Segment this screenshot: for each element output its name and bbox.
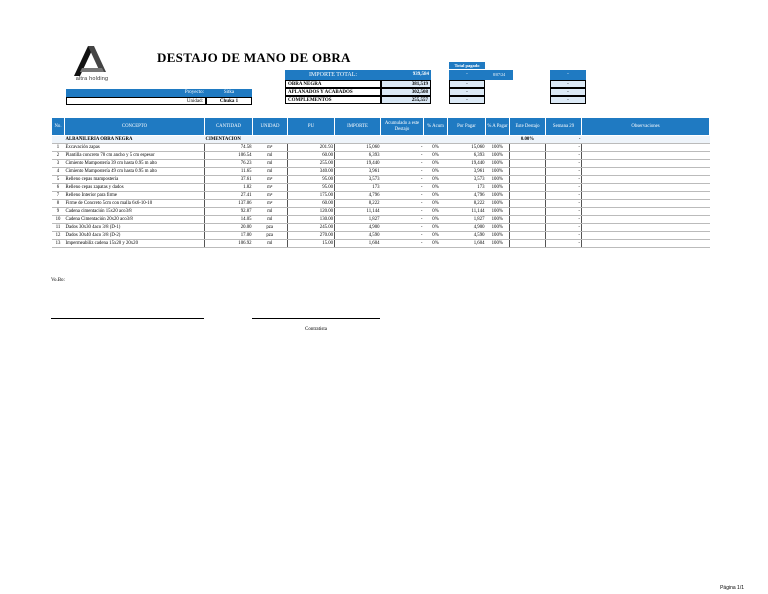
cell-pacum: 0% xyxy=(424,224,448,232)
summary-aplanados-dash: - xyxy=(449,88,485,96)
cell-concepto: Relleno cepas mampostería xyxy=(65,176,205,184)
cell-semana: - xyxy=(546,208,582,216)
cell-importe: 15,060 xyxy=(335,144,381,152)
cell-papagar: 100% xyxy=(486,160,510,168)
section-semana: - xyxy=(546,136,582,144)
cell-semana: - xyxy=(546,176,582,184)
cell-no: 4 xyxy=(52,168,65,176)
cell-cantidad: 106.54 xyxy=(205,152,253,160)
contratista-label: Contratista xyxy=(305,327,327,332)
cell-cantidad: 14.05 xyxy=(205,216,253,224)
cell-observaciones xyxy=(582,200,710,208)
page-title: DESTAJO DE MANO DE OBRA xyxy=(157,50,351,65)
table-row xyxy=(52,144,710,152)
signature-line-contratista xyxy=(252,318,380,319)
summary-obra-negra-dash: - xyxy=(449,80,485,88)
cell-concepto: Excavación zapas xyxy=(65,144,205,152)
cell-pacum: 0% xyxy=(424,240,448,248)
cell-pacum: 0% xyxy=(424,152,448,160)
cell-unidad: pza xyxy=(253,224,288,232)
cell-pu: 201.93 xyxy=(288,144,335,152)
cell-acum: - xyxy=(381,192,424,200)
cell-importe: 3,961 xyxy=(335,168,381,176)
summary-complementos-value: 255,557 xyxy=(381,96,431,104)
cell-no: 8 xyxy=(52,200,65,208)
cell-acum: - xyxy=(381,200,424,208)
summary-aplanados-value: 302,508 xyxy=(381,88,431,96)
cell-no: 13 xyxy=(52,240,65,248)
cell-pu: 255.00 xyxy=(288,160,335,168)
summary-obra-negra-label: OBRA NEGRA xyxy=(285,80,381,88)
table-row xyxy=(52,224,710,232)
cell-concepto: Relleno Interior para firme xyxy=(65,192,205,200)
cell-acum: - xyxy=(381,208,424,216)
cell-semana: - xyxy=(546,152,582,160)
table-row xyxy=(52,192,710,200)
cell-importe: 4,900 xyxy=(335,224,381,232)
cell-papagar: 100% xyxy=(486,224,510,232)
cell-pacum: 0% xyxy=(424,216,448,224)
cell-porpagar: 4,590 xyxy=(448,232,486,240)
col-importe: IMPORTE xyxy=(335,118,381,136)
cell-cantidad: 74.58 xyxy=(205,144,253,152)
cell-observaciones xyxy=(582,216,710,224)
cell-importe: 3,573 xyxy=(335,176,381,184)
cell-pu: 15.00 xyxy=(288,240,335,248)
extra-dash-3: - xyxy=(550,96,586,104)
cell-acum: - xyxy=(381,160,424,168)
cell-papagar: 100% xyxy=(486,216,510,224)
cell-pu: 175.00 xyxy=(288,192,335,200)
cell-semana: - xyxy=(546,224,582,232)
cell-acum: - xyxy=(381,168,424,176)
cell-porpagar: 3,573 xyxy=(448,176,486,184)
cell-papagar: 100% xyxy=(486,240,510,248)
extra-dash-2: - xyxy=(550,88,586,96)
cell-pacum: 0% xyxy=(424,232,448,240)
cell-concepto: Firme de Concreto 5cm con malla 6x6-10-10 xyxy=(65,200,205,208)
cell-unidad: m³ xyxy=(253,192,288,200)
cell-importe: 6,393 xyxy=(335,152,381,160)
cell-unidad: ml xyxy=(253,208,288,216)
cell-acum: - xyxy=(381,216,424,224)
cell-acum: - xyxy=(381,144,424,152)
cell-pu: 60.00 xyxy=(288,152,335,160)
cell-pu: 60.00 xyxy=(288,200,335,208)
col-cantidad: CANTIDAD xyxy=(205,118,253,136)
cell-pu: 95.00 xyxy=(288,184,335,192)
cell-observaciones xyxy=(582,168,710,176)
table-row xyxy=(52,208,710,216)
cell-no: 11 xyxy=(52,224,65,232)
cell-cantidad: 17.00 xyxy=(205,232,253,240)
cell-semana: - xyxy=(546,160,582,168)
cell-cantidad: 27.41 xyxy=(205,192,253,200)
cell-porpagar: 4,796 xyxy=(448,192,486,200)
cell-unidad: ml xyxy=(253,168,288,176)
cell-no: 2 xyxy=(52,152,65,160)
col-observaciones: Observaciones xyxy=(582,118,710,136)
cell-unidad: ml xyxy=(253,216,288,224)
table-row xyxy=(52,200,710,208)
cell-pu: 95.00 xyxy=(288,176,335,184)
vobo-label: Vo.Bo: xyxy=(51,278,65,283)
cell-acum: - xyxy=(381,176,424,184)
signature-line-vobo xyxy=(51,318,204,319)
cell-papagar: 100% xyxy=(486,176,510,184)
cell-porpagar: 1,604 xyxy=(448,240,486,248)
table-row xyxy=(52,232,710,240)
cell-porpagar: 4,900 xyxy=(448,224,486,232)
cell-semana: - xyxy=(546,184,582,192)
cell-no: 6 xyxy=(52,184,65,192)
cell-papagar: 100% xyxy=(486,200,510,208)
cell-porpagar: 15,060 xyxy=(448,144,486,152)
cell-no: 7 xyxy=(52,192,65,200)
cell-pacum: 0% xyxy=(424,208,448,216)
cell-cantidad: 137.06 xyxy=(205,200,253,208)
cell-semana: - xyxy=(546,192,582,200)
cell-acum: - xyxy=(381,184,424,192)
cell-concepto: Impermeabiliz cadena 15x20 y 20x20 xyxy=(65,240,205,248)
cell-pu: 270.00 xyxy=(288,232,335,240)
cell-papagar: 100% xyxy=(486,208,510,216)
cell-concepto: Dados 30x30 4aco 3/8 (D-1) xyxy=(65,224,205,232)
cell-porpagar: 8,222 xyxy=(448,200,486,208)
cell-observaciones xyxy=(582,232,710,240)
col-pct-acum: % Acum xyxy=(424,118,448,136)
col-pct-pagar: % A Pagar xyxy=(486,118,510,136)
section-este-destajo: 0.00% xyxy=(510,136,546,144)
cell-observaciones xyxy=(582,192,710,200)
cell-unidad: ml xyxy=(253,240,288,248)
cell-cantidad: 76.23 xyxy=(205,160,253,168)
cell-concepto: Dados 30x40 4aco 3/8 (D-2) xyxy=(65,232,205,240)
cell-unidad: m³ xyxy=(253,184,288,192)
section-concepto: ALBAÑILERIA OBRA NEGRA xyxy=(65,136,205,144)
cell-unidad: m² xyxy=(253,200,288,208)
section-cantidad: CIMENTACION xyxy=(205,136,253,144)
cell-papagar: 100% xyxy=(486,144,510,152)
cell-semana: - xyxy=(546,232,582,240)
cell-papagar: 100% xyxy=(486,192,510,200)
table-row xyxy=(52,160,710,168)
summary-complementos-label: COMPLEMENTOS xyxy=(285,96,381,104)
cell-concepto: Cadena cimentación 15x20 aco3/8 xyxy=(65,208,205,216)
cell-papagar: 100% xyxy=(486,152,510,160)
col-concepto: CONCEPTO xyxy=(65,118,205,136)
cell-unidad: ml xyxy=(253,152,288,160)
cell-semana: - xyxy=(546,168,582,176)
cell-observaciones xyxy=(582,160,710,168)
cell-pu: 245.00 xyxy=(288,224,335,232)
unidad-label: Unidad: xyxy=(66,97,206,105)
summary-aplanados-label: APLANADOS Y ACABADOS xyxy=(285,88,381,96)
cell-importe: 173 xyxy=(335,184,381,192)
col-unidad: UNIDAD xyxy=(253,118,288,136)
logo-text: altra holding xyxy=(75,76,109,82)
destajo-table xyxy=(51,117,710,248)
total-pagado-dash: - xyxy=(449,70,485,80)
importe-total-value: 939,584 xyxy=(381,70,431,80)
importe-total-label: IMPORTE TOTAL: xyxy=(285,70,381,80)
cell-pacum: 0% xyxy=(424,184,448,192)
cell-observaciones xyxy=(582,240,710,248)
date-cell: 8/07/24 xyxy=(485,70,513,80)
cell-pacum: 0% xyxy=(424,192,448,200)
cell-importe: 4,796 xyxy=(335,192,381,200)
cell-observaciones xyxy=(582,144,710,152)
cell-semana: - xyxy=(546,216,582,224)
table-header-row xyxy=(52,118,710,136)
table-row xyxy=(52,152,710,160)
table-row xyxy=(52,176,710,184)
cell-no: 3 xyxy=(52,160,65,168)
cell-cantidad: 20.00 xyxy=(205,224,253,232)
cell-acum: - xyxy=(381,232,424,240)
cell-papagar: 100% xyxy=(486,232,510,240)
col-este-destajo: Este Destajo xyxy=(510,118,546,136)
cell-acum: - xyxy=(381,152,424,160)
cell-pacum: 0% xyxy=(424,160,448,168)
cell-porpagar: 1,827 xyxy=(448,216,486,224)
proyecto-label: Proyecto: xyxy=(66,89,206,97)
cell-concepto: Plantilla concreto 78 cm ancho y 5 cm espesor xyxy=(65,152,205,160)
cell-papagar: 100% xyxy=(486,184,510,192)
cell-semana: - xyxy=(546,200,582,208)
col-acumulado: Acumulado a este Destajo xyxy=(381,118,424,136)
cell-unidad: ml xyxy=(253,160,288,168)
total-pagado-label: Total pagado xyxy=(449,62,485,69)
unidad-value: Chuka 1 xyxy=(206,97,252,105)
cell-semana: - xyxy=(546,240,582,248)
cell-cantidad: 11.65 xyxy=(205,168,253,176)
cell-importe: 4,590 xyxy=(335,232,381,240)
cell-semana: - xyxy=(546,144,582,152)
cell-observaciones xyxy=(582,208,710,216)
cell-cantidad: 106.92 xyxy=(205,240,253,248)
cell-no: 5 xyxy=(52,176,65,184)
page-number: Página 1/1 xyxy=(720,585,744,591)
cell-no: 1 xyxy=(52,144,65,152)
cell-pu: 130.00 xyxy=(288,216,335,224)
extra-dash-1: - xyxy=(550,80,586,88)
cell-importe: 8,222 xyxy=(335,200,381,208)
col-por-pagar: Por Pagar xyxy=(448,118,486,136)
proyecto-value: Sitka xyxy=(206,89,252,97)
table-row xyxy=(52,168,710,176)
cell-pu: 120.00 xyxy=(288,208,335,216)
cell-importe: 11,144 xyxy=(335,208,381,216)
cell-papagar: 100% xyxy=(486,168,510,176)
cell-acum: - xyxy=(381,240,424,248)
cell-concepto: Cadena Cimentación 20x20 aco3/8 xyxy=(65,216,205,224)
cell-pacum: 0% xyxy=(424,144,448,152)
section-row xyxy=(52,136,710,144)
cell-pu: 340.00 xyxy=(288,168,335,176)
cell-observaciones xyxy=(582,176,710,184)
table-row xyxy=(52,240,710,248)
cell-pacum: 0% xyxy=(424,200,448,208)
cell-porpagar: 19,440 xyxy=(448,160,486,168)
cell-observaciones xyxy=(582,184,710,192)
cell-importe: 19,440 xyxy=(335,160,381,168)
cell-concepto: Cimiento Mampostería 49 cm hasta 0.95 m alto xyxy=(65,168,205,176)
cell-unidad: pza xyxy=(253,232,288,240)
cell-concepto: Relleno cepas zapatas y dados xyxy=(65,184,205,192)
summary-obra-negra-value: 381,519 xyxy=(381,80,431,88)
cell-acum: - xyxy=(381,224,424,232)
cell-no: 9 xyxy=(52,208,65,216)
extra-total-dash: - xyxy=(550,70,586,80)
cell-cantidad: 37.61 xyxy=(205,176,253,184)
cell-cantidad: 1.82 xyxy=(205,184,253,192)
table-row xyxy=(52,216,710,224)
table-row xyxy=(52,184,710,192)
cell-cantidad: 92.87 xyxy=(205,208,253,216)
cell-concepto: Cimiento Mampostería 39 cm hasta 0.95 m alto xyxy=(65,160,205,168)
cell-no: 10 xyxy=(52,216,65,224)
col-semana: Semana 29 xyxy=(546,118,582,136)
cell-porpagar: 11,144 xyxy=(448,208,486,216)
cell-no: 12 xyxy=(52,232,65,240)
cell-porpagar: 3,961 xyxy=(448,168,486,176)
cell-unidad: m³ xyxy=(253,144,288,152)
summary-complementos-dash: - xyxy=(449,96,485,104)
col-no: No. xyxy=(52,118,65,136)
cell-pacum: 0% xyxy=(424,176,448,184)
cell-importe: 1,604 xyxy=(335,240,381,248)
col-pu: PU xyxy=(288,118,335,136)
cell-importe: 1,827 xyxy=(335,216,381,224)
cell-pacum: 0% xyxy=(424,168,448,176)
cell-porpagar: 173 xyxy=(448,184,486,192)
cell-observaciones xyxy=(582,224,710,232)
cell-unidad: m³ xyxy=(253,176,288,184)
cell-porpagar: 6,393 xyxy=(448,152,486,160)
cell-observaciones xyxy=(582,152,710,160)
